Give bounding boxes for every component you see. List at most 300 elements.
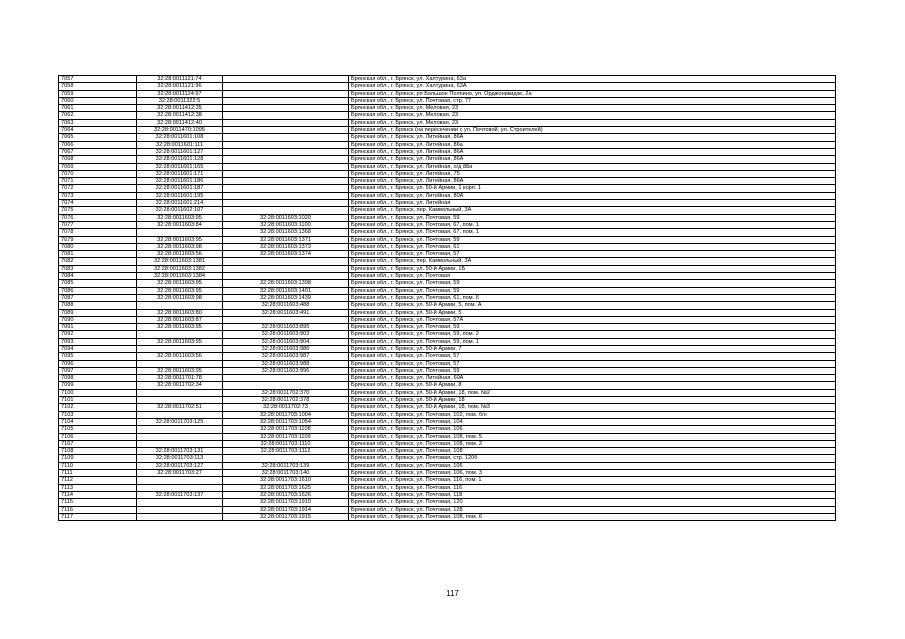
table-row — [59, 426, 836, 433]
table-row — [59, 214, 836, 221]
address-cell: Брянская обл., г. Брянск, ул. Литейная, 86А — [349, 178, 836, 185]
address-cell: Брянская обл., г. Брянск, ул. Почтовая, 59 — [349, 324, 836, 331]
table-row — [59, 491, 836, 498]
building-cadastral-number-cell: 32:28:0011703:1915 — [223, 513, 349, 520]
address-cell: Брянская обл., г. Брянск, ул. Меловая, 23 — [349, 105, 836, 112]
land-cadastral-number-cell: 32:28:0011121:96 — [137, 83, 223, 90]
row-number-cell: 7115 — [59, 499, 137, 506]
land-cadastral-number-cell: 32:28:0011603:1384 — [137, 273, 223, 280]
building-cadastral-number-cell: 32:28:0011603:488 — [223, 302, 349, 309]
land-cadastral-number-cell: 32:28:0011412:35 — [137, 105, 223, 112]
row-number-cell: 7077 — [59, 221, 137, 228]
row-number-cell: 7064 — [59, 127, 137, 134]
address-cell: Брянская обл., г. Брянск, ул. Почтовая, 67, пом. 1 — [349, 221, 836, 228]
address-cell: Брянская обл., г. Брянск, ул. Почтовая, 108 — [349, 448, 836, 455]
land-cadastral-number-cell — [137, 513, 223, 520]
address-cell: Брянская обл., г. Брянск, ул. Меловая, 23 — [349, 112, 836, 119]
table-row — [59, 338, 836, 345]
building-cadastral-number-cell: 32:28:0011603:904 — [223, 338, 349, 345]
land-cadastral-number-cell: 32:28:0011412:38 — [137, 112, 223, 119]
land-cadastral-number-cell: 32:28:0011603:95 — [137, 236, 223, 243]
address-cell: Брянская обл., г. Брянск, ул. 50-й Армии, 5 — [349, 309, 836, 316]
row-number-cell: 7089 — [59, 309, 137, 316]
row-number-cell: 7102 — [59, 404, 137, 411]
land-cadastral-number-cell — [137, 229, 223, 236]
building-cadastral-number-cell — [223, 112, 349, 119]
address-cell: Брянская обл., г. Брянск, ул. Почтовая, 116 — [349, 484, 836, 491]
address-cell: Брянская обл., г. Брянск, ул. 50-й Армии, 8 — [349, 382, 836, 389]
land-cadastral-number-cell — [137, 433, 223, 440]
land-cadastral-number-cell — [137, 345, 223, 352]
table-row — [59, 163, 836, 170]
address-cell: Брянская обл., г. Брянск, ул. Почтовая, 57 — [349, 360, 836, 367]
building-cadastral-number-cell: 32:28:0011703:1054 — [223, 418, 349, 425]
table-row — [59, 353, 836, 360]
building-cadastral-number-cell: 32:28:0011603:996 — [223, 367, 349, 374]
land-cadastral-number-cell: 32:28:0011603:87 — [137, 316, 223, 323]
address-cell: Брянская обл., г. Брянск, рп Большое Полпино, ул. Орджоникидзе, 2а — [349, 90, 836, 97]
land-cadastral-number-cell: 32:28:0011703:27 — [137, 470, 223, 477]
building-cadastral-number-cell: 32:28:0011603:988 — [223, 360, 349, 367]
address-cell: Брянская обл., г. Брянск, ул. Почтовая, стр. 120б — [349, 455, 836, 462]
registry-table — [58, 75, 836, 521]
address-cell: Брянская обл., г. Брянск, ул. 50-й Армии, 18, пом. №2 — [349, 389, 836, 396]
table-row — [59, 375, 836, 382]
land-cadastral-number-cell: 32:28:0011601:187 — [137, 185, 223, 192]
table-row — [59, 499, 836, 506]
address-cell: Брянская обл., г. Брянск, ул. 50-й Армии, 7 — [349, 345, 836, 352]
address-cell: Брянская обл., г. Брянск, ул. Почтовая, 120 — [349, 499, 836, 506]
row-number-cell: 7109 — [59, 455, 137, 462]
building-cadastral-number-cell: 32:28:0011603:1100 — [223, 221, 349, 228]
land-cadastral-number-cell: 32:28:0011603:1381 — [137, 258, 223, 265]
table-row — [59, 119, 836, 126]
address-cell: Брянская обл., г. Брянск, ул. Почтовая, 106, пом. 3 — [349, 470, 836, 477]
table-row — [59, 397, 836, 404]
table-row — [59, 455, 836, 462]
row-number-cell: 7098 — [59, 375, 137, 382]
address-cell: Брянская обл., г. Брянск, ул. Почтовая, 106 — [349, 426, 836, 433]
row-number-cell: 7103 — [59, 411, 137, 418]
row-number-cell: 7111 — [59, 470, 137, 477]
land-cadastral-number-cell: 32:28:0011322:5 — [137, 97, 223, 104]
table-row — [59, 236, 836, 243]
land-cadastral-number-cell: 32:28:0011602:107 — [137, 207, 223, 214]
land-cadastral-number-cell: 32:28:0011701:78 — [137, 375, 223, 382]
building-cadastral-number-cell: 32:28:0011603:1368 — [223, 229, 349, 236]
building-cadastral-number-cell — [223, 455, 349, 462]
table-row — [59, 331, 836, 338]
row-number-cell: 7079 — [59, 236, 137, 243]
land-cadastral-number-cell: 32:28:0011601:108 — [137, 134, 223, 141]
table-row — [59, 156, 836, 163]
building-cadastral-number-cell — [223, 375, 349, 382]
row-number-cell: 7094 — [59, 345, 137, 352]
row-number-cell: 7114 — [59, 491, 137, 498]
building-cadastral-number-cell: 32:28:0011702:370 — [223, 389, 349, 396]
building-cadastral-number-cell — [223, 148, 349, 155]
building-cadastral-number-cell: 32:28:0011703:1625 — [223, 484, 349, 491]
building-cadastral-number-cell — [223, 185, 349, 192]
address-cell: Брянская обл., г. Брянск, ул. 50-й Армии, 18, пом. №3 — [349, 404, 836, 411]
land-cadastral-number-cell: 32:28:0011601:214 — [137, 200, 223, 207]
building-cadastral-number-cell: 32:28:0011703:1914 — [223, 506, 349, 513]
land-cadastral-number-cell: 32:28:0011603:1382 — [137, 265, 223, 272]
building-cadastral-number-cell: 32:28:0011603:491 — [223, 309, 349, 316]
address-cell: Брянская обл., г. Брянск, ул. Литейная, 86А — [349, 134, 836, 141]
land-cadastral-number-cell: 32:28:0011601:127 — [137, 148, 223, 155]
row-number-cell: 7061 — [59, 105, 137, 112]
land-cadastral-number-cell — [137, 360, 223, 367]
address-cell: Брянская обл., г. Брянск, ул. Почтовая, 59 — [349, 367, 836, 374]
row-number-cell: 7073 — [59, 192, 137, 199]
building-cadastral-number-cell: 32:28:0011603:1398 — [223, 280, 349, 287]
row-number-cell: 7085 — [59, 280, 137, 287]
table-row — [59, 280, 836, 287]
building-cadastral-number-cell: 32:28:0011703:1910 — [223, 499, 349, 506]
land-cadastral-number-cell — [137, 477, 223, 484]
row-number-cell: 7086 — [59, 287, 137, 294]
table-row — [59, 251, 836, 258]
table-row — [59, 243, 836, 250]
table-row — [59, 170, 836, 177]
row-number-cell: 7074 — [59, 200, 137, 207]
land-cadastral-number-cell: 32:28:0011412:40 — [137, 119, 223, 126]
land-cadastral-number-cell: 32:28:0011702:34 — [137, 382, 223, 389]
land-cadastral-number-cell: 32:28:0011702:51 — [137, 404, 223, 411]
table-row — [59, 345, 836, 352]
row-number-cell: 7076 — [59, 214, 137, 221]
row-number-cell: 7090 — [59, 316, 137, 323]
row-number-cell: 7093 — [59, 338, 137, 345]
row-number-cell: 7100 — [59, 389, 137, 396]
table-row — [59, 411, 836, 418]
table-row — [59, 477, 836, 484]
row-number-cell: 7112 — [59, 477, 137, 484]
building-cadastral-number-cell — [223, 200, 349, 207]
land-cadastral-number-cell: 32:28:0011601:186 — [137, 178, 223, 185]
land-cadastral-number-cell — [137, 484, 223, 491]
row-number-cell: 7070 — [59, 170, 137, 177]
address-cell: Брянская обл., г. Брянск, ул. Литейная, 86а — [349, 141, 836, 148]
row-number-cell: 7059 — [59, 90, 137, 97]
row-number-cell: 7105 — [59, 426, 137, 433]
row-number-cell: 7101 — [59, 397, 137, 404]
table-row — [59, 273, 836, 280]
land-cadastral-number-cell: 32:28:0011601:165 — [137, 163, 223, 170]
land-cadastral-number-cell: 32:28:0011121:74 — [137, 76, 223, 83]
land-cadastral-number-cell: 32:28:0011603:95 — [137, 287, 223, 294]
row-number-cell: 7058 — [59, 83, 137, 90]
table-row — [59, 76, 836, 83]
land-cadastral-number-cell: 32:28:0011601:171 — [137, 170, 223, 177]
table-row — [59, 484, 836, 491]
land-cadastral-number-cell: 32:28:0011703:113 — [137, 455, 223, 462]
address-cell: Брянская обл., г. Брянск, ул. Почтовая, 59 — [349, 236, 836, 243]
building-cadastral-number-cell — [223, 76, 349, 83]
land-cadastral-number-cell: 32:28:0011601:128 — [137, 156, 223, 163]
table-row — [59, 294, 836, 301]
row-number-cell: 7087 — [59, 294, 137, 301]
address-cell: Брянская обл., г. Брянск, ул. Литейная, 86А — [349, 148, 836, 155]
building-cadastral-number-cell — [223, 134, 349, 141]
address-cell: Брянская обл., г. Брянск, ул. Почтовая, 59 — [349, 214, 836, 221]
table-row — [59, 433, 836, 440]
row-number-cell: 7066 — [59, 141, 137, 148]
address-cell: Брянская обл., г. Брянск, ул. Литейная — [349, 200, 836, 207]
land-cadastral-number-cell — [137, 302, 223, 309]
page-number: 117 — [446, 589, 459, 598]
row-number-cell: 7068 — [59, 156, 137, 163]
building-cadastral-number-cell — [223, 127, 349, 134]
address-cell: Брянская обл., г. Брянск, пер. Камвольный, 3А — [349, 258, 836, 265]
building-cadastral-number-cell: 32:28:0011703:1108 — [223, 426, 349, 433]
table-row — [59, 265, 836, 272]
building-cadastral-number-cell: 32:28:0011703:1110 — [223, 440, 349, 447]
address-cell: Брянская обл., г. Брянск, ул. 50-й Армии, 18 — [349, 397, 836, 404]
row-number-cell: 7063 — [59, 119, 137, 126]
address-cell: Брянская обл., г. Брянск, ул. Почтовая, 59 — [349, 280, 836, 287]
table-row — [59, 418, 836, 425]
table-row — [59, 112, 836, 119]
land-cadastral-number-cell: 32:28:0011603:98 — [137, 243, 223, 250]
table-row — [59, 134, 836, 141]
address-cell: Брянская обл., г. Брянск, ул. Почтовая, 102, пом. б/н — [349, 411, 836, 418]
row-number-cell: 7104 — [59, 418, 137, 425]
row-number-cell: 7097 — [59, 367, 137, 374]
building-cadastral-number-cell: 32:28:0011603:895 — [223, 324, 349, 331]
land-cadastral-number-cell: 32:28:0011124:97 — [137, 90, 223, 97]
building-cadastral-number-cell — [223, 192, 349, 199]
building-cadastral-number-cell — [223, 119, 349, 126]
row-number-cell: 7057 — [59, 76, 137, 83]
table-row — [59, 287, 836, 294]
address-cell: Брянская обл., г. Брянск, ул. Почтовая, 108, пом. 5 — [349, 433, 836, 440]
building-cadastral-number-cell: 32:28:0011603:1401 — [223, 287, 349, 294]
table-row — [59, 470, 836, 477]
address-cell: Брянская обл., г. Брянск, ул. 50-й Армии, 1Б — [349, 265, 836, 272]
row-number-cell: 7113 — [59, 484, 137, 491]
address-cell: Брянская обл., г. Брянск, ул. Почтовая, 108, пом. 2 — [349, 440, 836, 447]
land-cadastral-number-cell: 32:28:0011603:80 — [137, 309, 223, 316]
address-cell: Брянская обл., г. Брянск, ул. Почтовая, 59, пом. 1 — [349, 338, 836, 345]
row-number-cell: 7071 — [59, 178, 137, 185]
row-number-cell: 7095 — [59, 353, 137, 360]
table-row — [59, 389, 836, 396]
address-cell: Брянская обл., г. Брянск, ул. Литейная, 86А — [349, 156, 836, 163]
building-cadastral-number-cell: 32:28:0011703:1626 — [223, 491, 349, 498]
land-cadastral-number-cell — [137, 499, 223, 506]
table-row — [59, 316, 836, 323]
address-cell: Брянская обл., г. Брянск, ул. Литейная, 75 — [349, 170, 836, 177]
address-cell: Брянская обл., г. Брянск, ул. Почтовая, 61 — [349, 243, 836, 250]
table-row — [59, 229, 836, 236]
table-row — [59, 200, 836, 207]
land-cadastral-number-cell: 32:28:0011603:95 — [137, 214, 223, 221]
row-number-cell: 7072 — [59, 185, 137, 192]
row-number-cell: 7075 — [59, 207, 137, 214]
land-cadastral-number-cell: 32:28:0011601:111 — [137, 141, 223, 148]
row-number-cell: 7067 — [59, 148, 137, 155]
land-cadastral-number-cell: 32:28:0011603:95 — [137, 324, 223, 331]
building-cadastral-number-cell: 32:28:0011603:1371 — [223, 236, 349, 243]
row-number-cell: 7092 — [59, 331, 137, 338]
row-number-cell: 7069 — [59, 163, 137, 170]
table-row — [59, 367, 836, 374]
row-number-cell: 7117 — [59, 513, 137, 520]
address-cell: Брянская обл., г. Брянск, ул. Халтурина, 63а — [349, 76, 836, 83]
address-cell: Брянская обл., г. Брянск, ул. Литейная, 60А — [349, 375, 836, 382]
table-row — [59, 258, 836, 265]
building-cadastral-number-cell — [223, 97, 349, 104]
address-cell: Брянская обл., г. Брянск, ул. Почтовая, 61, пом. II — [349, 294, 836, 301]
building-cadastral-number-cell: 32:28:0011703:1109 — [223, 433, 349, 440]
building-cadastral-number-cell: 32:28:0011703:139 — [223, 462, 349, 469]
land-cadastral-number-cell: 32:28:0011603:84 — [137, 221, 223, 228]
table-row — [59, 97, 836, 104]
table-row — [59, 324, 836, 331]
building-cadastral-number-cell — [223, 141, 349, 148]
address-cell: Брянская обл., г. Брянск, ул. Почтовая, 59, пом. 2 — [349, 331, 836, 338]
table-row — [59, 404, 836, 411]
address-cell: Брянская обл., г. Брянск, пер. Камвольный, 3А — [349, 207, 836, 214]
building-cadastral-number-cell: 32:28:0011603:1439 — [223, 294, 349, 301]
table-row — [59, 221, 836, 228]
address-cell: Брянская обл., г. Брянск, ул. Почтовая, 57А — [349, 316, 836, 323]
building-cadastral-number-cell — [223, 316, 349, 323]
table-row — [59, 448, 836, 455]
address-cell: Брянская обл., г. Брянск, ул. Почтовая, 118 — [349, 491, 836, 498]
table-row — [59, 513, 836, 520]
address-cell: Брянская обл., г. Брянск, ул. Почтовая, 106 — [349, 462, 836, 469]
row-number-cell: 7096 — [59, 360, 137, 367]
address-cell: Брянская обл., г. Брянск, ул. Почтовая — [349, 273, 836, 280]
building-cadastral-number-cell: 32:28:0011703:1112 — [223, 448, 349, 455]
row-number-cell: 7110 — [59, 462, 137, 469]
address-cell: Брянская обл., г. Брянск, ул. Литейная, о/д 88а — [349, 163, 836, 170]
row-number-cell: 7082 — [59, 258, 137, 265]
table-row — [59, 506, 836, 513]
land-cadastral-number-cell — [137, 506, 223, 513]
row-number-cell: 7078 — [59, 229, 137, 236]
building-cadastral-number-cell — [223, 90, 349, 97]
land-cadastral-number-cell: 32:28:0011601:195 — [137, 192, 223, 199]
building-cadastral-number-cell — [223, 178, 349, 185]
address-cell: Брянская обл., г. Брянск, ул. 50-й Армии, 5, пом. А — [349, 302, 836, 309]
row-number-cell: 7065 — [59, 134, 137, 141]
table-row — [59, 185, 836, 192]
land-cadastral-number-cell: 32:28:0011703:125 — [137, 418, 223, 425]
land-cadastral-number-cell: 32:28:0011603:56 — [137, 353, 223, 360]
row-number-cell: 7081 — [59, 251, 137, 258]
table-row — [59, 83, 836, 90]
address-cell: Брянская обл., г. Брянск, ул. Почтовая, 104 — [349, 418, 836, 425]
land-cadastral-number-cell — [137, 389, 223, 396]
address-cell: Брянская обл., г. Брянск, ул. Почтовая, стр. 77 — [349, 97, 836, 104]
table-row — [59, 178, 836, 185]
address-cell: Брянская обл., г. Брянск, ул. Литейная, 80А — [349, 192, 836, 199]
building-cadastral-number-cell — [223, 273, 349, 280]
registry-table-body — [59, 76, 836, 521]
building-cadastral-number-cell — [223, 83, 349, 90]
building-cadastral-number-cell: 32:28:0011603:1374 — [223, 251, 349, 258]
table-row — [59, 207, 836, 214]
row-number-cell: 7084 — [59, 273, 137, 280]
table-row — [59, 105, 836, 112]
table-row — [59, 440, 836, 447]
land-cadastral-number-cell — [137, 426, 223, 433]
table-row — [59, 309, 836, 316]
land-cadastral-number-cell: 32:28:0011603:95 — [137, 367, 223, 374]
row-number-cell: 7088 — [59, 302, 137, 309]
land-cadastral-number-cell: 32:28:0011703:127 — [137, 462, 223, 469]
building-cadastral-number-cell — [223, 163, 349, 170]
building-cadastral-number-cell: 32:28:0011603:987 — [223, 353, 349, 360]
row-number-cell: 7106 — [59, 433, 137, 440]
row-number-cell: 7116 — [59, 506, 137, 513]
row-number-cell: 7107 — [59, 440, 137, 447]
building-cadastral-number-cell — [223, 156, 349, 163]
land-cadastral-number-cell: 32:28:0011603:56 — [137, 251, 223, 258]
building-cadastral-number-cell — [223, 382, 349, 389]
building-cadastral-number-cell: 32:28:0011703:140 — [223, 470, 349, 477]
building-cadastral-number-cell — [223, 105, 349, 112]
row-number-cell: 7083 — [59, 265, 137, 272]
land-cadastral-number-cell: 32:28:0011703:137 — [137, 491, 223, 498]
table-row — [59, 127, 836, 134]
building-cadastral-number-cell: 32:28:0011603:903 — [223, 331, 349, 338]
land-cadastral-number-cell — [137, 440, 223, 447]
building-cadastral-number-cell: 32:28:0011603:1020 — [223, 214, 349, 221]
address-cell: Брянская обл., г. Брянск, ул. Почтовая, 67, пом. 1 — [349, 229, 836, 236]
row-number-cell: 7080 — [59, 243, 137, 250]
land-cadastral-number-cell — [137, 331, 223, 338]
address-cell: Брянская обл., г. Брянск, ул. Почтовая, 59 — [349, 287, 836, 294]
address-cell: Брянская обл., г. Брянск, ул. Халтурина, 63А — [349, 83, 836, 90]
row-number-cell: 7108 — [59, 448, 137, 455]
row-number-cell: 7062 — [59, 112, 137, 119]
land-cadastral-number-cell: 32:28:0011603:95 — [137, 338, 223, 345]
table-row — [59, 90, 836, 97]
table-row — [59, 192, 836, 199]
building-cadastral-number-cell: 32:28:0011603:986 — [223, 345, 349, 352]
building-cadastral-number-cell: 32:28:0011703:1004 — [223, 411, 349, 418]
address-cell: Брянская обл., г. Брянск (на пересечении с ул. Почтовой, ул. Строителей) — [349, 127, 836, 134]
building-cadastral-number-cell — [223, 170, 349, 177]
building-cadastral-number-cell — [223, 265, 349, 272]
address-cell: Брянская обл., г. Брянск, ул. Почтовая, 108, пом. 6 — [349, 513, 836, 520]
building-cadastral-number-cell: 32:28:0011702:378 — [223, 397, 349, 404]
address-cell: Брянская обл., г. Брянск, ул. Почтовая, 57 — [349, 353, 836, 360]
table-row — [59, 302, 836, 309]
address-cell: Брянская обл., г. Брянск, ул. Меловая, 23 — [349, 119, 836, 126]
land-cadastral-number-cell: 32:28:0011470:1095 — [137, 127, 223, 134]
address-cell: Брянская обл., г. Брянск, ул. Почтовая, 128 — [349, 506, 836, 513]
address-cell: Брянская обл., г. Брянск, ул. Почтовая, 57 — [349, 251, 836, 258]
table-row — [59, 360, 836, 367]
land-cadastral-number-cell — [137, 411, 223, 418]
table-row — [59, 148, 836, 155]
row-number-cell: 7091 — [59, 324, 137, 331]
land-cadastral-number-cell: 32:28:0011703:131 — [137, 448, 223, 455]
land-cadastral-number-cell: 32:28:0011603:98 — [137, 294, 223, 301]
building-cadastral-number-cell: 32:28:0011603:1373 — [223, 243, 349, 250]
address-cell: Брянская обл., г. Брянск, ул. Почтовая, 116, пом. 1 — [349, 477, 836, 484]
address-cell: Брянская обл., г. Брянск, ул. 50-й Армии, 1 корп. 1 — [349, 185, 836, 192]
table-row — [59, 462, 836, 469]
building-cadastral-number-cell — [223, 258, 349, 265]
land-cadastral-number-cell — [137, 397, 223, 404]
